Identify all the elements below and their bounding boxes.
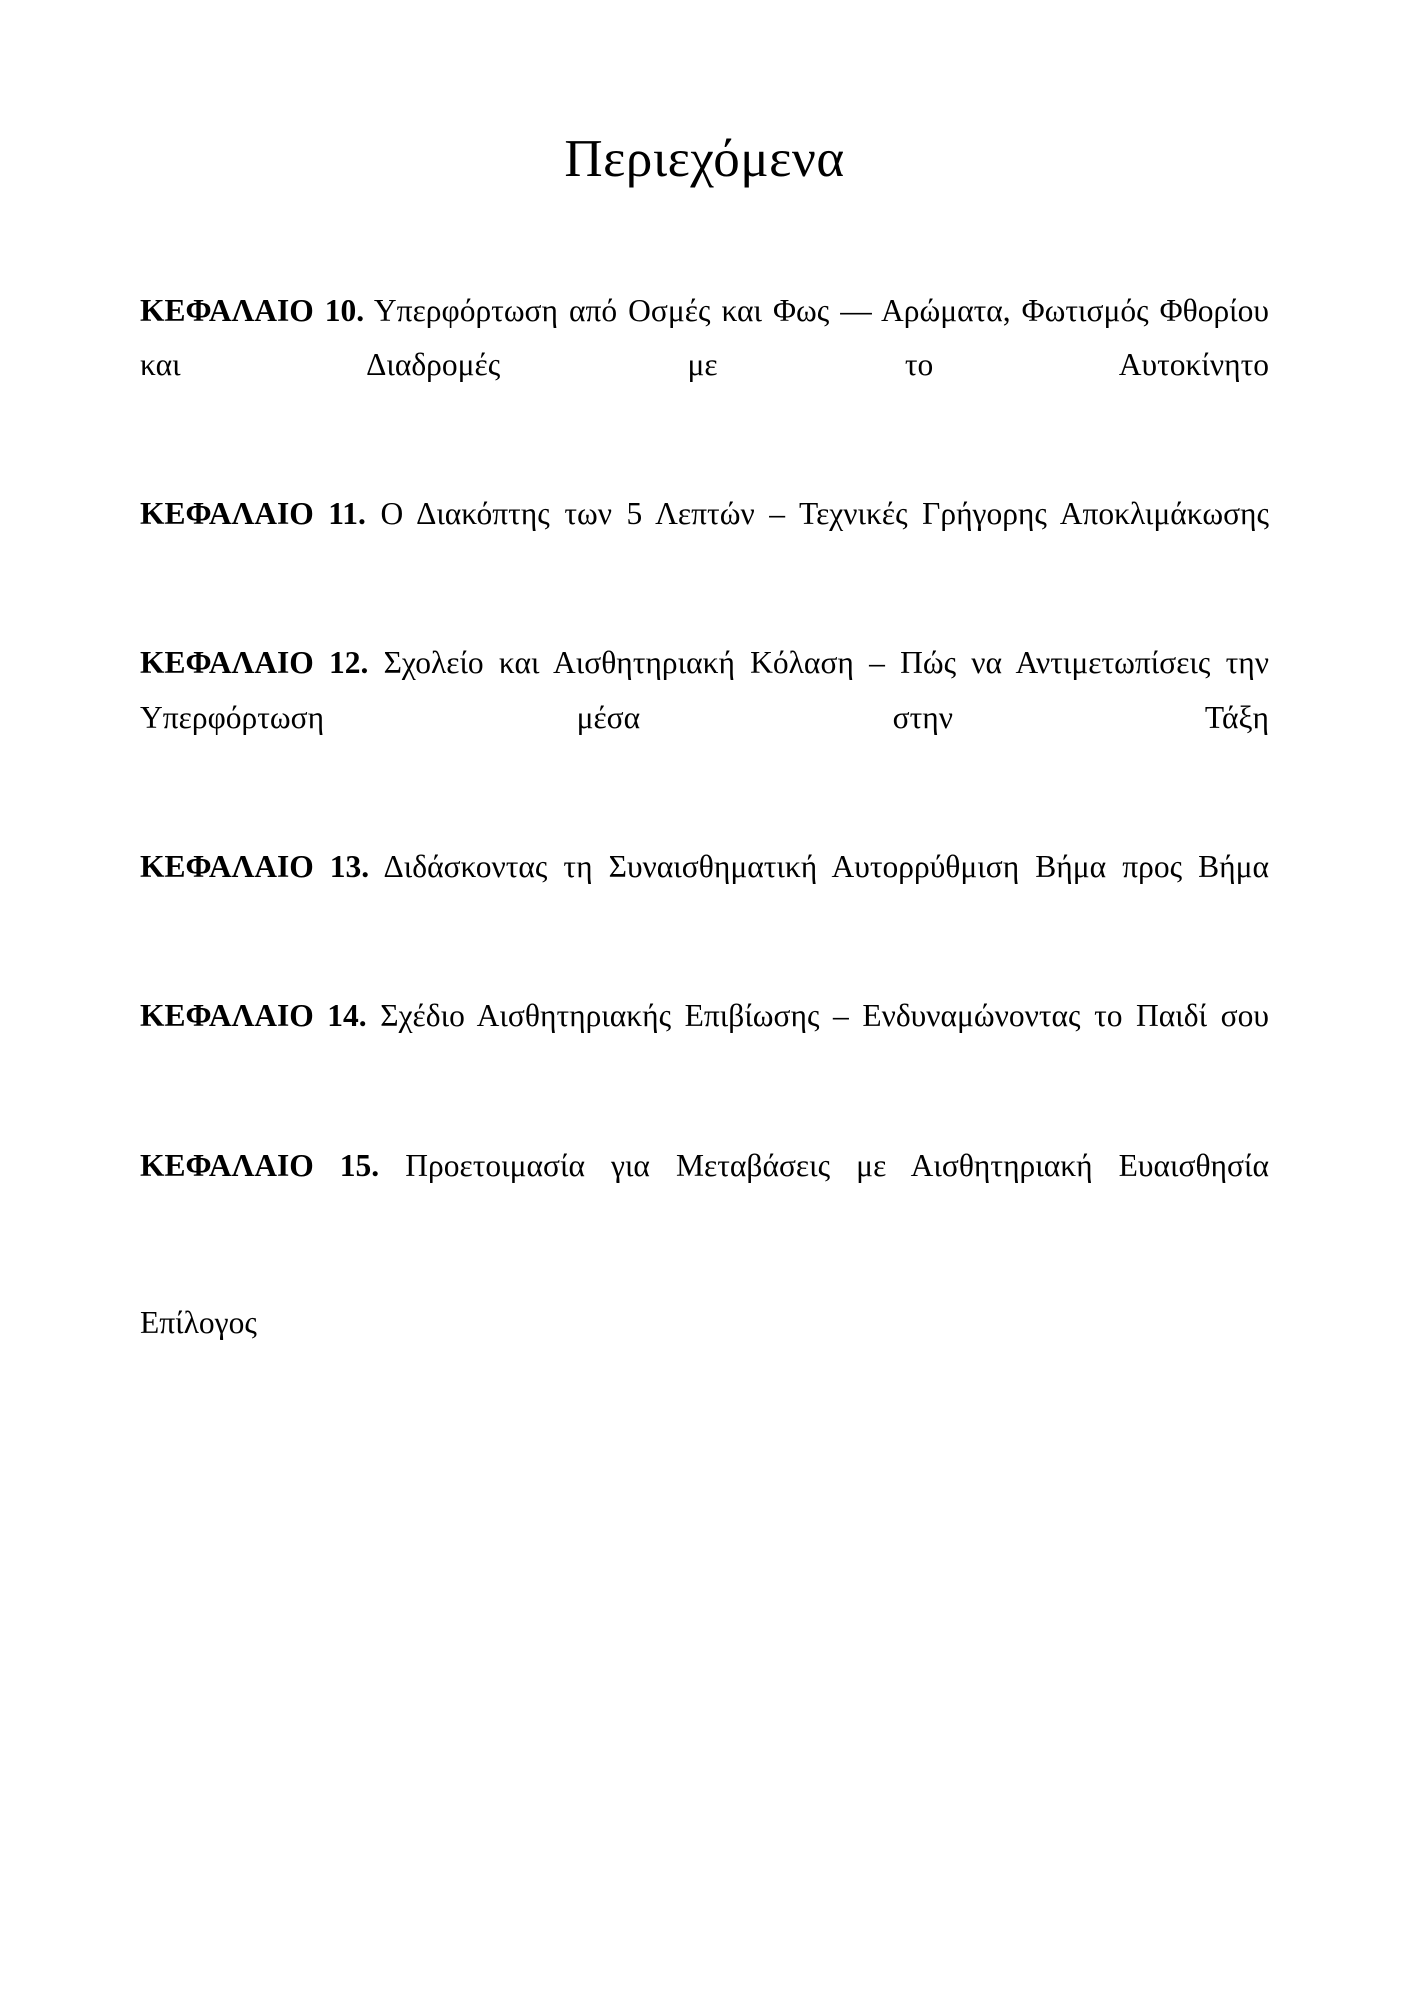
toc-entry-chapter-10 (140, 284, 1269, 447)
chapter-title-text: Προετοιμασία για Μεταβάσεις με Αισθητηριακή Ευαισθησία (379, 1147, 1269, 1183)
page-content (140, 0, 1269, 1350)
chapter-title-text: Σχέδιο Αισθητηριακής Επιβίωσης – Ενδυναμώνοντας το Παιδί σου (366, 998, 1269, 1034)
toc-entry-chapter-12 (140, 636, 1269, 799)
chapter-number-label: ΚΕΦΑΛΑΙΟ 14. (140, 998, 367, 1034)
toc-entry-chapter-13 (140, 840, 1269, 948)
chapter-title-text: Ο Διακόπτης των 5 Λεπτών – Τεχνικές Γρήγορης Αποκλιμάκωσης (365, 496, 1269, 532)
chapter-title-text: Διδάσκοντας τη Συναισθηματική Αυτορρύθμιση Βήμα προς Βήμα (369, 848, 1269, 884)
chapter-title-text: Σχολείο και Αισθητηριακή Κόλαση – Πώς να Αντιμετωπίσεις την Υπερφόρτωση μέσα στην Τάξη (140, 645, 1269, 735)
chapter-number-label: ΚΕΦΑΛΑΙΟ 11. (140, 496, 366, 532)
table-of-contents-list (140, 192, 1269, 1247)
chapter-number-label: ΚΕΦΑΛΑΙΟ 15. (140, 1147, 380, 1183)
page-title: Περιεχόμενα (564, 130, 845, 188)
toc-entry-chapter-11 (140, 487, 1269, 595)
toc-entry-epilogue: Επίλογος (140, 1305, 257, 1340)
chapter-title-text: Υπερφόρτωση από Οσμές και Φως — Αρώματα, Φωτισμός Φθορίου και Διαδρομές με το Αυτοκίνητο (140, 292, 1269, 382)
chapter-number-label: ΚΕΦΑΛΑΙΟ 10. (140, 292, 365, 328)
chapter-number-label: ΚΕΦΑΛΑΙΟ 12. (140, 645, 369, 681)
toc-entry-chapter-15 (140, 1139, 1269, 1247)
toc-entry-chapter-14 (140, 989, 1269, 1097)
chapter-number-label: ΚΕΦΑΛΑΙΟ 13. (140, 848, 370, 884)
